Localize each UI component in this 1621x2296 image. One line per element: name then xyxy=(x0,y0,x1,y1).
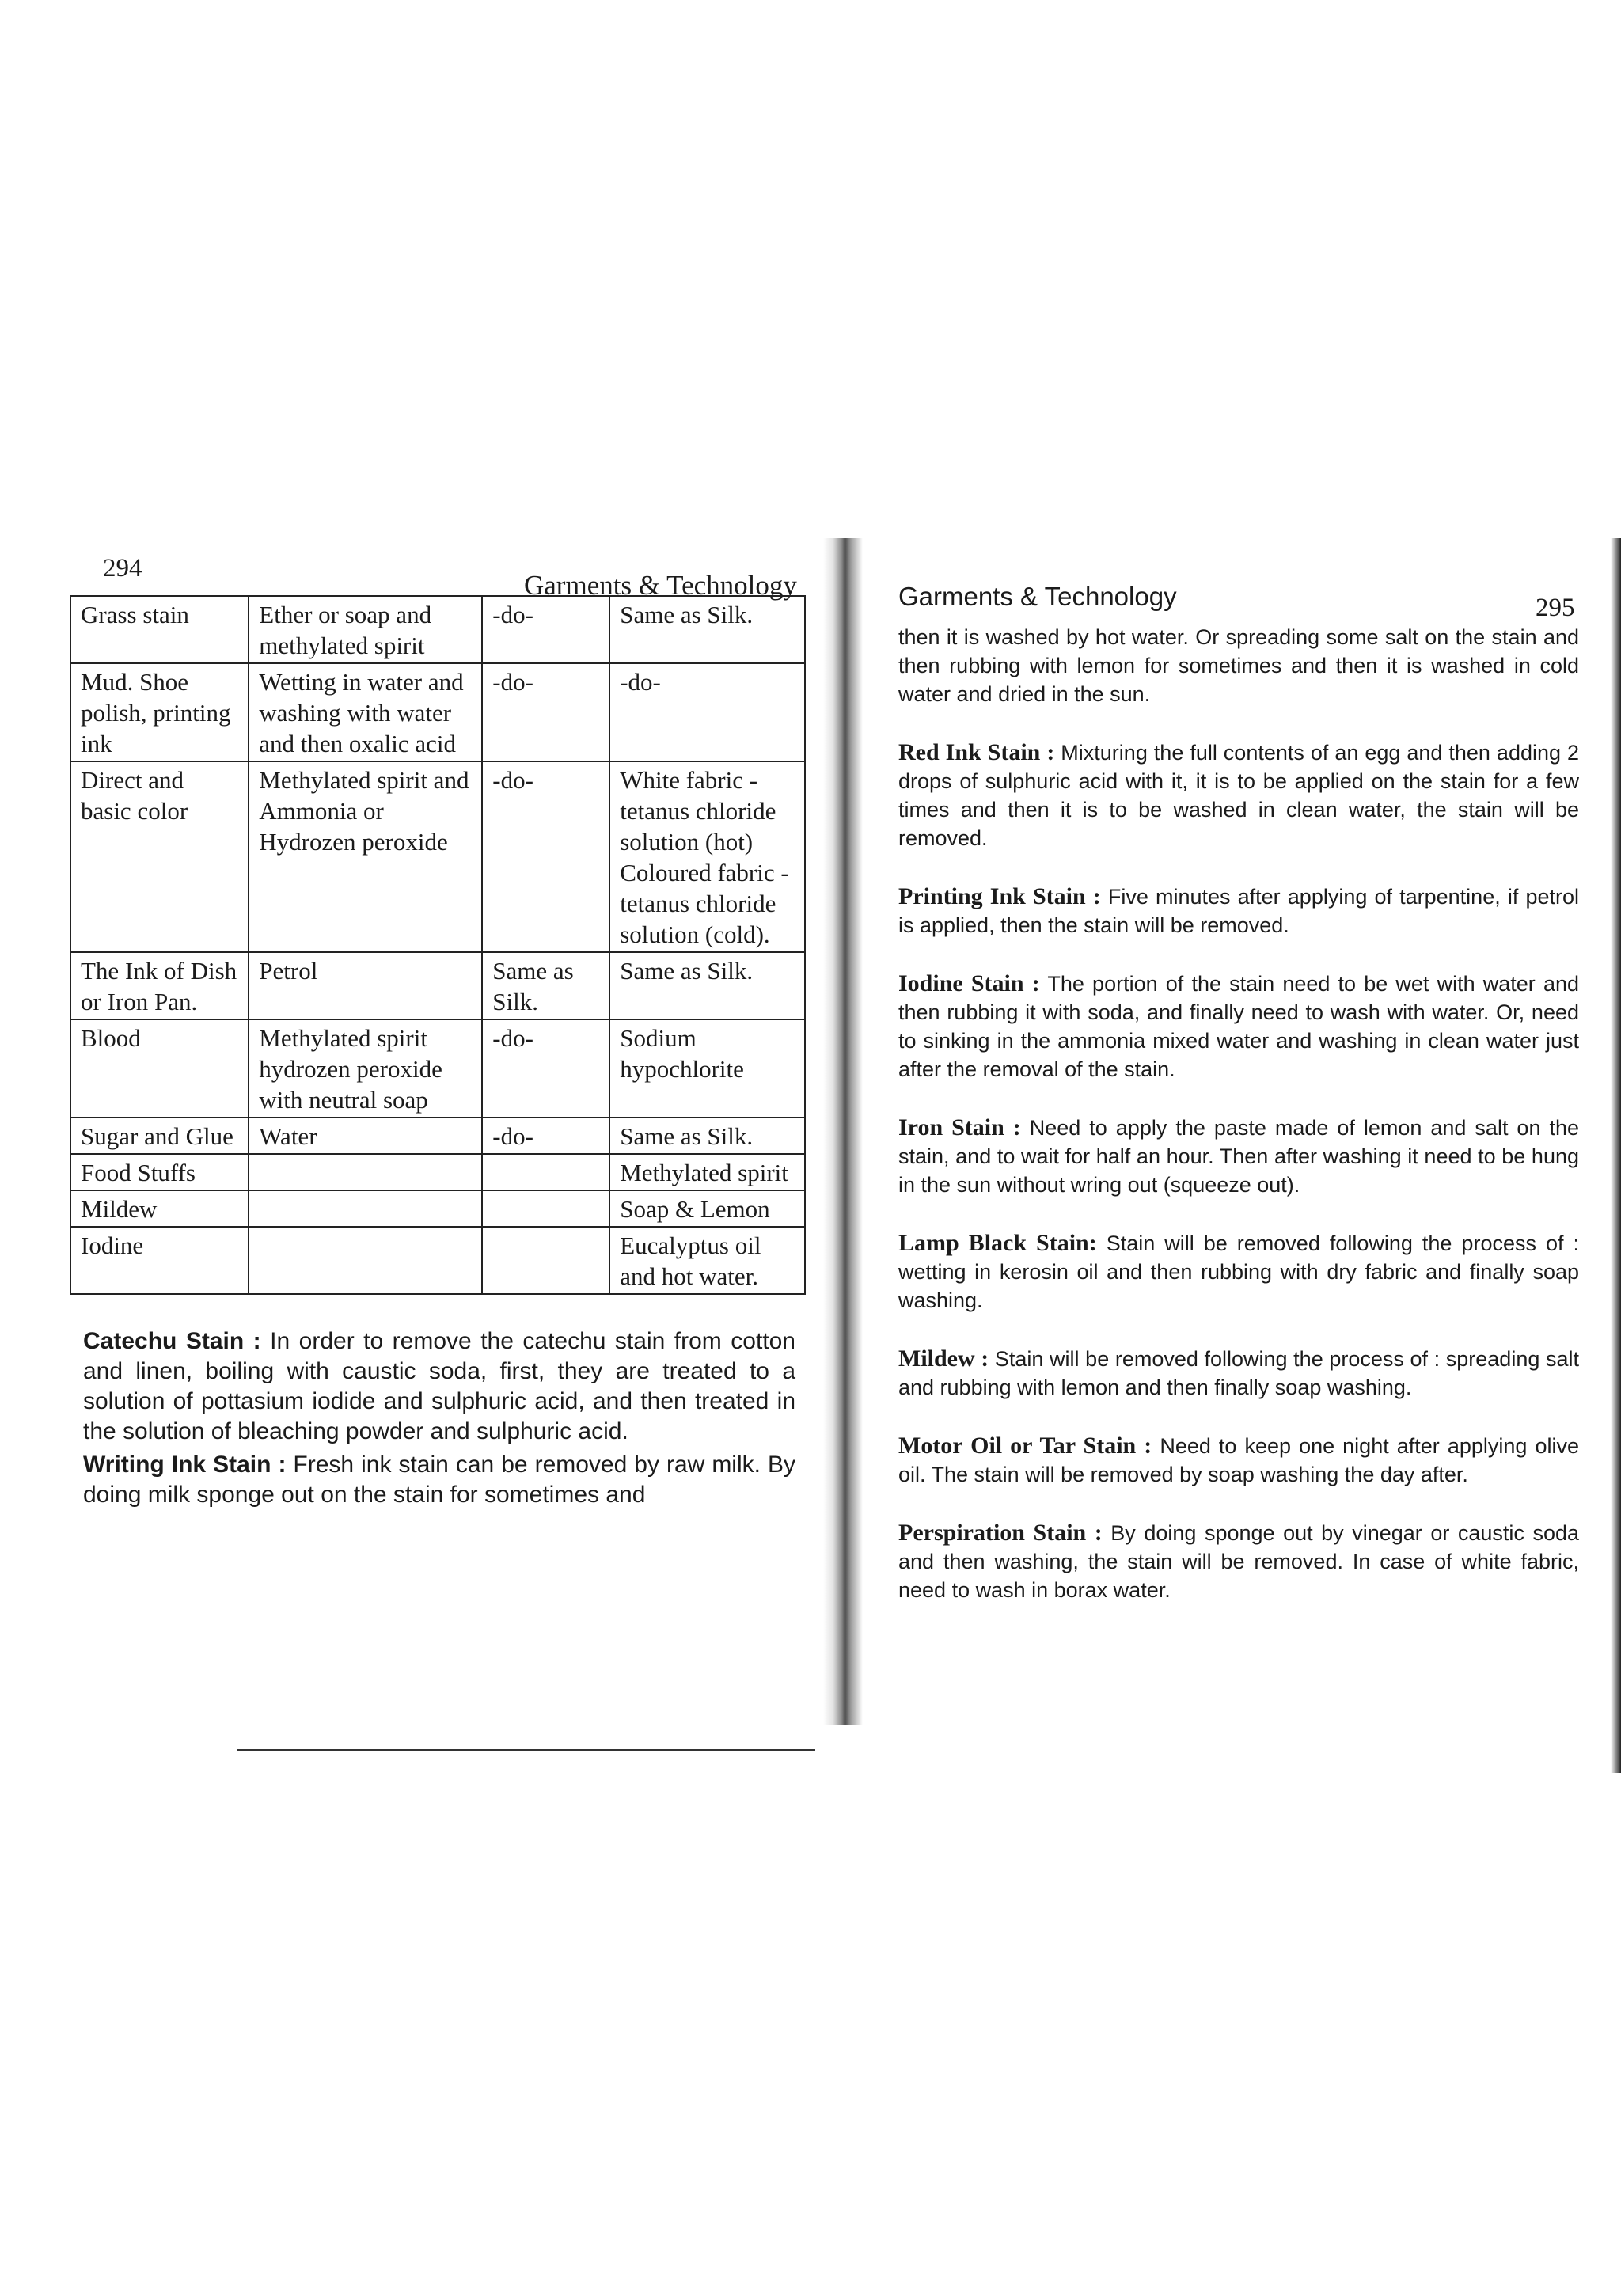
stain-cell: Mud. Shoe polish, printing ink xyxy=(70,663,249,761)
catechu-stain-text: In order to remove the catechu stain from cotton and linen, boiling with caustic soda, first, they are treated to a solution of pottasium iodide and sulphuric acid, and then treated in the solution of bleaching powder and sulphuric acid. xyxy=(83,1328,795,1444)
writing-ink-stain-text: Fresh ink stain can be removed by raw milk. By doing milk sponge out on the stain for sometimes and xyxy=(83,1452,795,1508)
stain-entry-term: Perspiration Stain : xyxy=(898,1520,1103,1546)
catechu-stain-term: Catechu Stain : xyxy=(83,1328,261,1354)
writing-ink-stain-paragraph xyxy=(83,1450,795,1510)
method-cell xyxy=(249,1190,482,1227)
page-number-left: 294 xyxy=(103,554,142,583)
bottom-rule xyxy=(237,1749,815,1751)
stain-entry-text: By doing sponge out by vinegar or caustic soda and then washing, the stain will be removed. In case of white fabric, need to wash in borax water. xyxy=(898,1521,1579,1602)
method-cell xyxy=(249,1154,482,1190)
stain-entry-term: Iron Stain : xyxy=(898,1114,1021,1140)
stain-entry xyxy=(898,1432,1579,1489)
silk-cell xyxy=(482,1190,609,1227)
stain-entry xyxy=(898,970,1579,1083)
stain-cell: Sugar and Glue xyxy=(70,1118,249,1154)
stain-entry xyxy=(898,882,1579,939)
table-row xyxy=(70,1154,805,1190)
stain-cell: Direct and basic color xyxy=(70,761,249,952)
silk-cell xyxy=(482,1227,609,1294)
method-cell: Water xyxy=(249,1118,482,1154)
treatment-cell: Same as Silk. xyxy=(609,952,805,1019)
silk-cell: Same as Silk. xyxy=(482,952,609,1019)
stain-cell: Food Stuffs xyxy=(70,1154,249,1190)
stain-entry-text: The portion of the stain need to be wet with water and then rubbing it with soda, and finally need to wash with water. Or, need to sinking in the ammonia mixed water and washing in clean water just after the removal of the stain. xyxy=(898,972,1579,1081)
stain-entry-term: Red Ink Stain : xyxy=(898,739,1055,765)
writing-ink-stain-term: Writing Ink Stain : xyxy=(83,1452,287,1478)
silk-cell: -do- xyxy=(482,1118,609,1154)
stain-entry-term: Motor Oil or Tar Stain : xyxy=(898,1433,1152,1459)
silk-cell: -do- xyxy=(482,761,609,952)
stain-entry xyxy=(898,1114,1579,1199)
silk-cell: -do- xyxy=(482,596,609,663)
treatment-cell: Eucalyptus oil and hot water. xyxy=(609,1227,805,1294)
running-header-right: Garments & Technology xyxy=(898,582,1177,611)
stain-entry-text: Stain will be removed following the process of : spreading salt and rubbing with lemon and then finally soap washing. xyxy=(898,1347,1579,1399)
method-cell: Petrol xyxy=(249,952,482,1019)
catechu-stain-paragraph xyxy=(83,1326,795,1447)
treatment-cell: Same as Silk. xyxy=(609,1118,805,1154)
stain-entry-term: Lamp Black Stain: xyxy=(898,1230,1097,1256)
continued-paragraph: then it is washed by hot water. Or spreading some salt on the stain and then rubbing with lemon for sometimes and then it is washed in cold water and dried in the sun. xyxy=(898,625,1579,706)
method-cell xyxy=(249,1227,482,1294)
stain-cell: The Ink of Dish or Iron Pan. xyxy=(70,952,249,1019)
stain-entry-term: Iodine Stain : xyxy=(898,970,1040,996)
right-page-body xyxy=(898,623,1579,1634)
treatment-cell: Sodium hypochlorite xyxy=(609,1019,805,1118)
book-gutter xyxy=(823,538,863,1725)
method-cell: Methylated spirit and Ammonia or Hydrozen peroxide xyxy=(249,761,482,952)
table-body xyxy=(70,596,805,1294)
stain-cell: Mildew xyxy=(70,1190,249,1227)
stain-entry-text: Five minutes after applying of tarpentine, if petrol is applied, then the stain will be removed. xyxy=(898,885,1579,937)
stain-cell: Iodine xyxy=(70,1227,249,1294)
treatment-cell: Same as Silk. xyxy=(609,596,805,663)
table-row xyxy=(70,596,805,663)
stain-entry-text: Mixturing the full contents of an egg and then adding 2 drops of sulphuric acid with it, it is to be applied on the stain for a few times and then it is to be washed in clean water, the stain will be removed. xyxy=(898,741,1579,850)
method-cell: Wetting in water and washing with water and then oxalic acid xyxy=(249,663,482,761)
table-row xyxy=(70,663,805,761)
page-number-right: 295 xyxy=(1536,594,1575,622)
silk-cell: -do- xyxy=(482,1019,609,1118)
stain-entry xyxy=(898,1345,1579,1402)
silk-cell: -do- xyxy=(482,663,609,761)
table-row xyxy=(70,1019,805,1118)
stain-entry xyxy=(898,738,1579,852)
treatment-cell: White fabric - tetanus chloride solution (hot) Coloured fabric - tetanus chloride solution (cold). xyxy=(609,761,805,952)
table-row xyxy=(70,761,805,952)
stain-entry-term: Printing Ink Stain : xyxy=(898,883,1101,909)
stain-entries xyxy=(898,738,1579,1604)
table-row xyxy=(70,1227,805,1294)
stain-entry xyxy=(898,1519,1579,1604)
stain-entry-term: Mildew : xyxy=(898,1345,989,1372)
method-cell: Methylated spirit hydrozen peroxide with neutral soap xyxy=(249,1019,482,1118)
treatment-cell: Soap & Lemon xyxy=(609,1190,805,1227)
method-cell: Ether or soap and methylated spirit xyxy=(249,596,482,663)
silk-cell xyxy=(482,1154,609,1190)
treatment-cell: -do- xyxy=(609,663,805,761)
stain-entry-text: Stain will be removed following the process of : wetting in kerosin oil and then rubbing with dry fabric and finally soap washing. xyxy=(898,1231,1579,1312)
stain-entry-text: Need to keep one night after applying olive oil. The stain will be removed by soap washing the day after. xyxy=(898,1434,1579,1486)
treatment-cell: Methylated spirit xyxy=(609,1154,805,1190)
page-edge xyxy=(1611,538,1621,1773)
table-row xyxy=(70,1190,805,1227)
stain-removal-table xyxy=(70,595,806,1295)
stain-entry xyxy=(898,1229,1579,1315)
table-row xyxy=(70,952,805,1019)
table-row xyxy=(70,1118,805,1154)
stain-entry-text: Need to apply the paste made of lemon and salt on the stain, and to wait for half an hour. Then after washing it need to be hung in the sun without wring out (squeeze out). xyxy=(898,1116,1579,1197)
running-header-left: Garments & Technology xyxy=(524,570,797,601)
stain-cell: Blood xyxy=(70,1019,249,1118)
stain-cell: Grass stain xyxy=(70,596,249,663)
